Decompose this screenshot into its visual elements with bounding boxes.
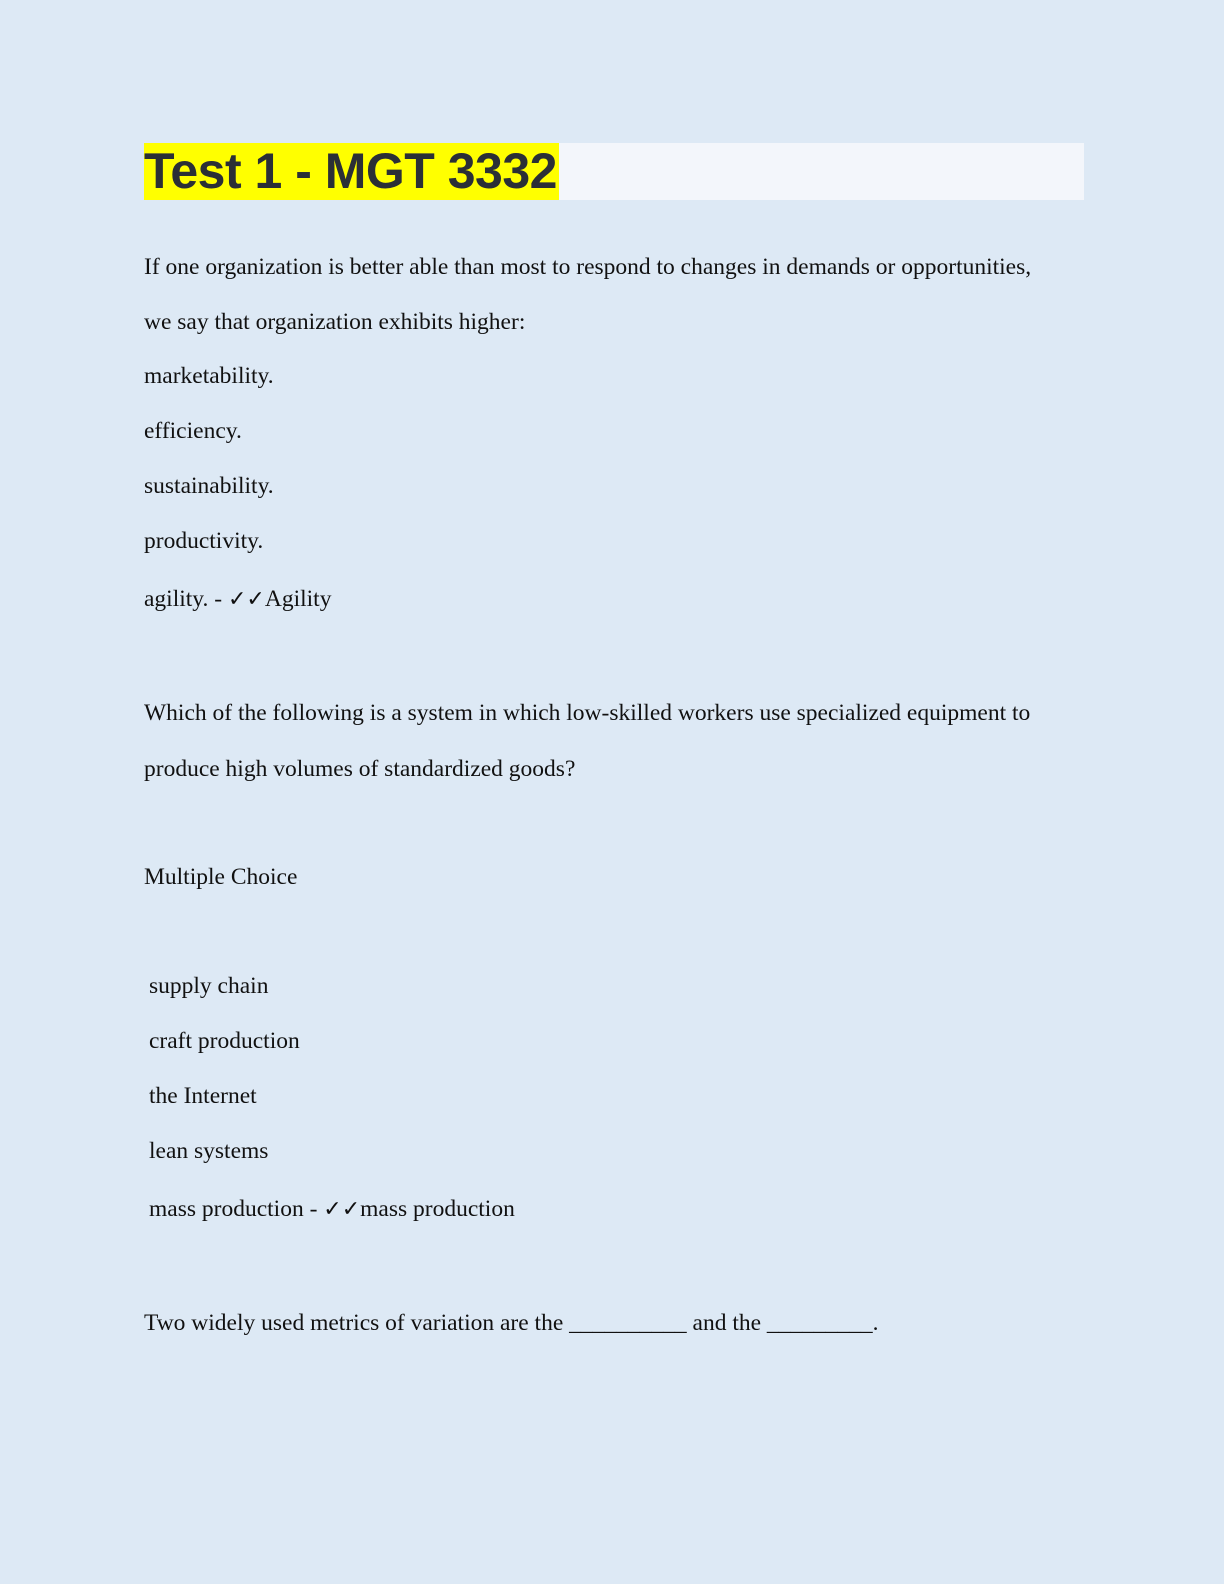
q2-stem-line-1: Which of the following is a system in which low-skilled workers use specialized equipment to: [144, 700, 1031, 726]
q1-option-marketability: marketability.: [144, 363, 274, 389]
double-check-icon: ✓✓: [323, 1197, 361, 1222]
q2-type-label: Multiple Choice: [144, 864, 298, 890]
q3-stem: Two widely used metrics of variation are the __________ and the _________.: [144, 1310, 879, 1336]
q1-option-agility: agility. -: [144, 586, 228, 612]
q2-option-mass-production: mass production -: [149, 1196, 324, 1222]
q2-option-supply-chain: supply chain: [149, 973, 269, 999]
q1-option-productivity: productivity.: [144, 528, 264, 554]
q1-stem-line-2: we say that organization exhibits higher:: [144, 309, 526, 335]
q1-option-efficiency: efficiency.: [144, 418, 242, 444]
q2-option-the-internet: the Internet: [149, 1083, 257, 1109]
title-highlight: [144, 143, 559, 200]
q2-answer: mass production: [360, 1196, 515, 1222]
page-title: Test 1 - MGT 3332: [144, 143, 557, 199]
q2-option-lean-systems: lean systems: [149, 1138, 269, 1164]
q1-answer: Agility: [264, 586, 332, 612]
q2-option-craft-production: craft production: [149, 1028, 300, 1054]
q2-answer-line: [149, 1195, 515, 1224]
q2-stem-line-2: produce high volumes of standardized goods?: [144, 756, 576, 782]
q1-stem-line-1: If one organization is better able than most to respond to changes in demands or opportunities,: [144, 254, 1032, 280]
q1-answer-line: [144, 585, 331, 614]
q1-option-sustainability: sustainability.: [144, 473, 274, 499]
double-check-icon: ✓✓: [227, 587, 265, 612]
